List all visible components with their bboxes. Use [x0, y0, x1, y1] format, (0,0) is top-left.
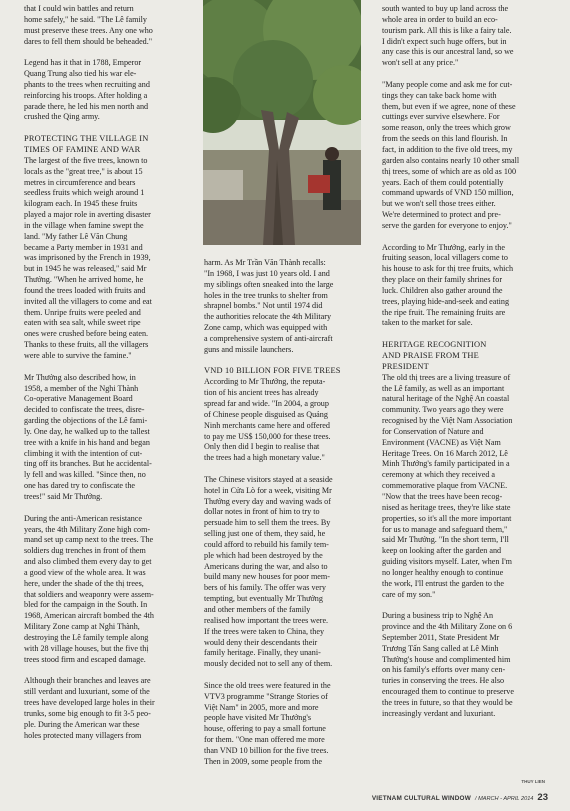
paragraph: The largest of the five trees, known to locals as the "great tree," is about 15 metres in circumference and bears seedless fruits which weigh around 1 kilogram each. In 1945 these fruits played a major role in averting disaster in the village when famine swept the land. "My father Lê Văn Chung became a Party member in 1931 and was imprisoned by the French in 1939, but in 1945 he was released," said Mr Thưởng. "When he arrived home, he found the trees loaded with fruits and invited all the villagers to come and eat them. Unripe fruits were peeled and eaten with sea salt, while sweet ripe ones were crushed before being eaten. Thanks to these fruits, all the villagers were able to survive the famine." — [24, 155, 152, 360]
paragraph: According to Mr Thưởng, early in the fruiting season, local villagers come to his house to ask for thị tree fruits, which they place on their family shrines for luck. Children also gather around the trees, playing hide-and-seek and eating the ripe fruit. The remaining fruits are taken to the market for sale. — [382, 242, 514, 328]
paragraph: Mr Thưởng also described how, in 1958, a member of the Nghi Thành Co-operative Management Board decided to confiscate the trees, disre- garding the objections of the Lê fami- ly. One day, he walked up to the tallest tree with a knife in his hand and began climbing it with the intention of cut- ting off its branches. But he accidental- ly fell and was killed. "Since then, no one has dared try to confiscate the trees!" said Mr Thưởng. — [24, 372, 152, 501]
paragraph: "Many people come and ask me for cut- tings they can take back home with them, but even if we agree, none of these cuttings ever survive elsewhere. For some reason, only the trees which grow from the seeds on this land flourish. In fact, in addition to the five old trees, my garden also contains nearly 10 other small thị trees, some of which are as old as 100 years. Each of them could potentially command upwards of VND 150 million, but we won't sell those trees either. We're determined to protect and pre- serve the garden for everyone to enjoy." — [382, 79, 520, 230]
paragraph: that I could win battles and return home safely," he said. "The Lê family must preserve these trees. Any one who dares to fell them should be beheaded." — [24, 4, 153, 46]
tree-photo-icon — [203, 0, 361, 245]
paragraph: During a business trip to Nghệ An province and the 4th Military Zone on 6 September 2011, State President Mr Trương Tấn Sang called at Lê Minh Thưởng's house and complimented him on his family's efforts over many cen- turies in conserving the trees. He also encouraged them to continue to preserve the trees in future, so that they would be increasingly verdant and luxuriant. — [382, 611, 514, 718]
paragraph: According to Mr Thưởng, the reputa- tion of his ancient trees has already spread far and wide. "In 2004, a group of Chinese people disguised as Quảng Ninh merchants came here and offered to pay me US$ 150,000 for these trees. Only then did I begin to realise that the trees had a high monetary value." — [204, 377, 331, 463]
paragraph: Legend has it that in 1788, Emperor Quang Trung also tied his war ele- phants to the trees when recruiting and reinforcing his troops. After holding a parade there, he led his men north and crushed the Qing army. — [24, 58, 150, 122]
column-1 — [24, 4, 182, 741]
page-number: 23 — [537, 792, 548, 803]
section-heading: HERITAGE RECOGNITION AND PRAISE FROM THE PRESIDENT — [382, 340, 487, 371]
paragraph: Although their branches and leaves are still verdant and luxuriant, some of the trees have developed large holes in their trunks, some big enough to fit 3-5 peo- ple. During the American war these holes protected many villagers from — [24, 676, 155, 740]
tree-photo — [203, 0, 361, 245]
section-heading: PROTECTING THE VILLAGE IN TIMES OF FAMINE AND WAR — [24, 134, 149, 154]
author-credit: THUY LIEN — [521, 779, 545, 784]
publication-name: VIETNAM CULTURAL WINDOW — [371, 795, 471, 802]
page-footer — [230, 792, 548, 803]
paragraph: Since the old trees were featured in the VTV3 programme "Strange Stories of Việt Nam" in 2005, more and more people have visited Mr Thưởng's house, offering to pay a small fortune for them. "One man offered me more than VND 10 billion for the five trees. Then in 2009, some people from the — [204, 680, 331, 766]
paragraph: The old thị trees are a living treasure of the Lê family, as well as an important natural heritage of the Nghệ An coastal community. Two years ago they were recognised by the Việt Nam Association for Conservation of Nature and Environment (VACNE) as Việt Nam Heritage Trees. On 16 March 2012, Lê Minh Thưởng's family participated in a ceremony at which they received a commemorative plaque from VACNE. "Now that the trees have been recog- nised as heritage trees, they're like state properties, so it's all the more important for us to manage and safeguard them," said Mr Thưởng. "In the short term, I'll keep on looking after the garden and guiding visitors myself. Later, when I'm no longer healthy enough to continue the work, I'll entrust the garden to the care of my son." — [382, 372, 513, 599]
paragraph: harm. As Mr Trần Văn Thành recalls: "In 1968, I was just 10 years old. I and my siblings often sneaked into the large holes in the tree trunks to shelter from shrapnel bombs." Not until 1974 did the authorities relocate the 4th Military Zone camp, which was equipped with a comprehensive system of anti-aircraft guns and missile launchers. — [204, 258, 334, 354]
column-3 — [382, 4, 546, 720]
paragraph: During the anti-American resistance years, the 4th Military Zone high com- mand set up camp next to the trees. The soldiers dug trenches in front of them and also climbed them every day to get a good view of the whole area. It was here, under the shade of the thị trees, that soldiers and weaponry were assem- bled for the campaign in the South. In 1968, American aircraft bombed the 4th Military Zone camp at Nghi Thành, destroying the Lê family temple along with 28 village houses, but the five thị trees stood firm and escaped damage. — [24, 513, 154, 664]
paragraph: south wanted to buy up land across the whole area in order to build an eco- tourism park. All this is like a fairy tale. I didn't expect such huge offers, but in any case this is our ancestral land, so we won't sell at any price." — [382, 4, 514, 68]
issue-date: / MARCH - APRIL 2014 — [474, 796, 534, 802]
paragraph: The Chinese visitors stayed at a seaside hotel in Cửa Lò for a week, visiting Mr Thưởng every day and waving wads of dollar notes in front of him to try to persuade him to sell them the trees. By selling just one of them, they said, he could afford to rebuild his family tem- ple which had been destroyed by the Americans during the war, and also to build many new houses for poor mem- bers of his family. The offer was very tempting, but eventually Mr Thưởng and other members of the family realised how important the trees were. If the trees were taken to China, they would deny their descendants their family heritage. Finally, they unani- mously decided not to sell any of them. — [204, 474, 333, 669]
section-heading: VND 10 BILLION FOR FIVE TREES — [204, 366, 341, 376]
